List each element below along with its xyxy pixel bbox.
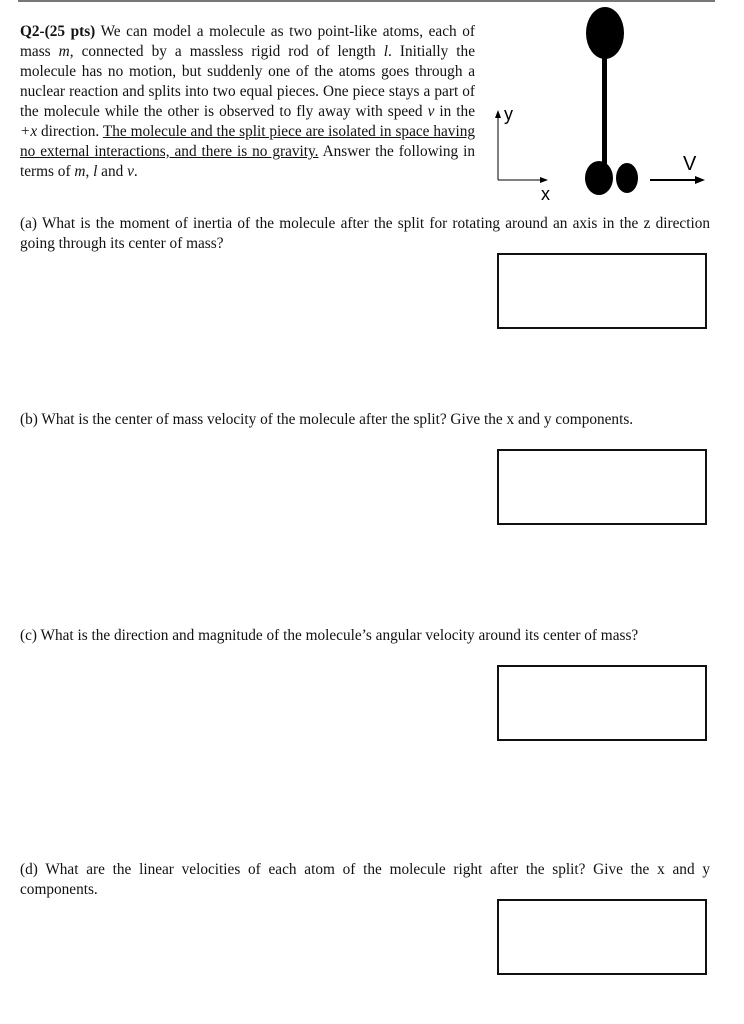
var-m: m [58, 43, 70, 60]
answer-box-c[interactable] [497, 665, 707, 741]
molecule-diagram [0, 0, 744, 210]
question-a: (a) What is the moment of inertia of the molecule after the split for rotating around an axis in the z direction going through its center of mass? [20, 215, 710, 252]
x-arrow-head [540, 177, 548, 183]
text: direction. [37, 123, 103, 140]
split-piece [616, 163, 638, 193]
top-atom [586, 7, 624, 59]
answer-box-b[interactable] [497, 449, 707, 525]
y-arrow-head [495, 110, 501, 118]
y-label: y [504, 104, 513, 124]
var-l: l [93, 163, 98, 180]
question-c: (c) What is the direction and magnitude of the molecule’s angular velocity around its center of mass? [20, 627, 639, 644]
v-label: V [683, 153, 697, 175]
var-v: v [127, 163, 134, 180]
x-label: x [541, 184, 550, 204]
text: Answer the following in terms of [20, 143, 476, 180]
underlined-text: The molecule and the split piece are isolated in space having no external interactions, and there is no gravity. [20, 123, 475, 160]
text: . [133, 163, 138, 180]
answer-box-d[interactable] [497, 899, 707, 975]
bottom-atom [585, 161, 613, 195]
var-v: v [427, 103, 435, 120]
question-d: (d) What are the linear velocities of each atom of the molecule right after the split? Give the x and y components. [20, 861, 710, 898]
text: We can model a molecule as two point-like atoms, each of mass [20, 23, 475, 60]
problem-label: Q2-(25 pts) [20, 23, 96, 40]
text: . Initially the molecule has no motion, but suddenly one of the atoms goes through a nuclear reaction and splits into two equal pieces. One piece stays a part of the molecule while the other is observed to fly away with speed [20, 43, 475, 120]
rod [602, 55, 607, 170]
var-l: l [383, 43, 388, 60]
text: , connected by a massless rigid rod of length [69, 43, 384, 60]
text: , [85, 163, 94, 180]
text: and [97, 163, 128, 180]
question-b: (b) What is the center of mass velocity of the molecule after the split? Give the x and y components. [20, 411, 634, 428]
var-m: m [74, 163, 86, 180]
answer-box-a[interactable] [497, 253, 707, 329]
text: in the [434, 103, 475, 120]
arrow-head [695, 176, 705, 184]
direction: +x [20, 123, 38, 140]
